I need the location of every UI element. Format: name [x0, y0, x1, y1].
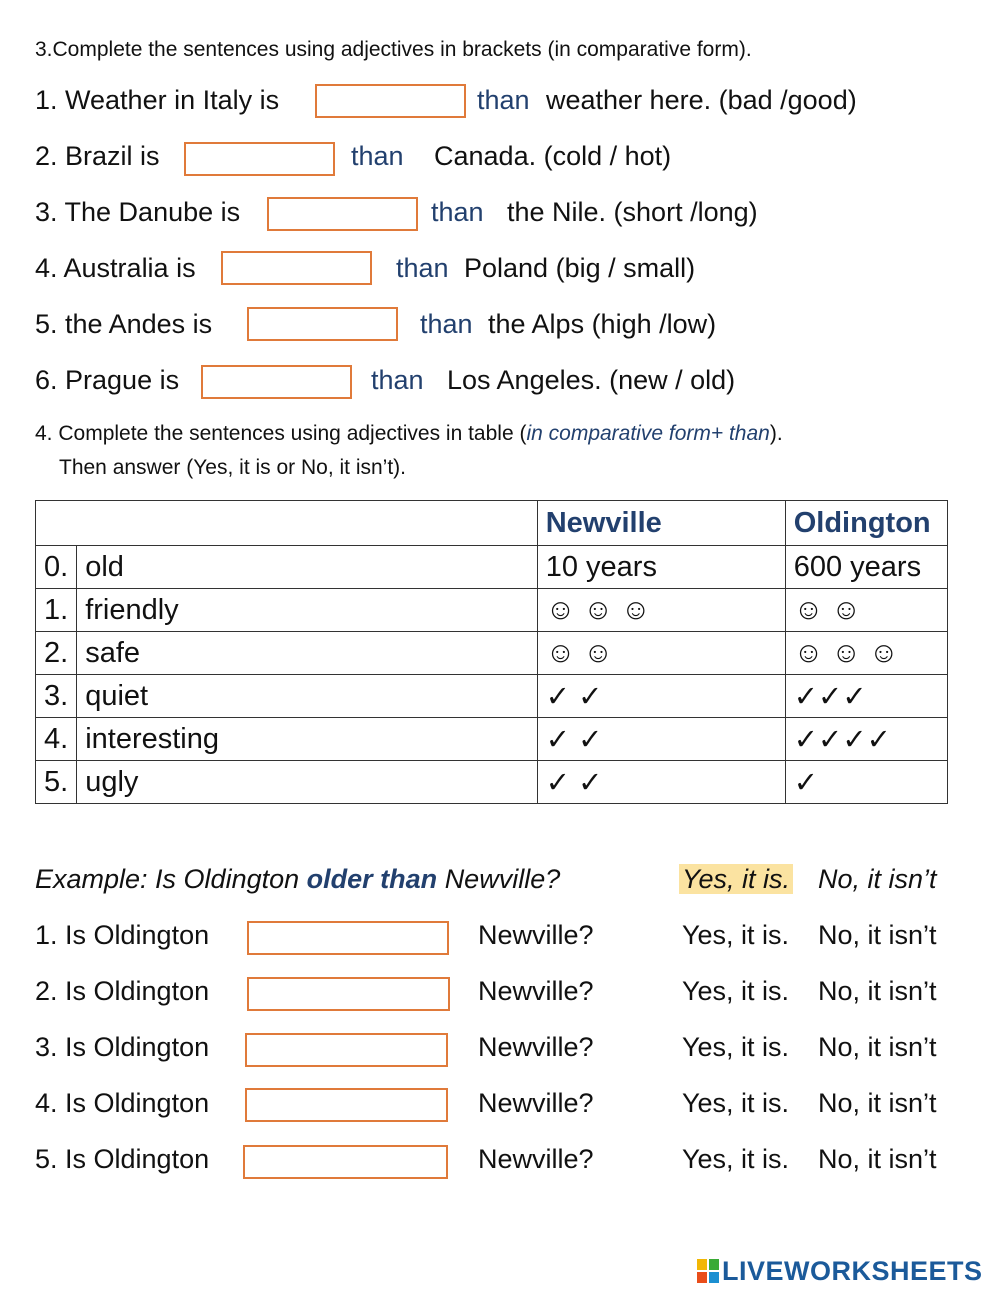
question-2-no[interactable]: No, it isn’t: [818, 976, 937, 1006]
question-4-no[interactable]: No, it isn’t: [818, 1088, 937, 1118]
example-suffix: Newville?: [444, 864, 561, 894]
example-yes: [679, 864, 793, 895]
question-3-answer-box[interactable]: [245, 1033, 448, 1067]
row-newville-value: ☺ ☺: [537, 632, 785, 675]
question-4-end: Newville?: [478, 1088, 594, 1118]
liveworksheets-logo-text: LIVEWORKSHEETS: [722, 1256, 983, 1286]
row-adjective: interesting: [77, 718, 538, 761]
question-2-yes[interactable]: Yes, it is.: [682, 976, 790, 1006]
question-3-end: Newville?: [478, 1032, 594, 1062]
question-3-no[interactable]: No, it isn’t: [818, 1032, 937, 1062]
question-1-answer-box[interactable]: [247, 921, 449, 955]
table-row: [36, 675, 948, 718]
exercise4-instruction-end: ).: [769, 422, 783, 445]
exercise4-instruction-line2: Then answer (Yes, it is or No, it isn’t).: [59, 456, 407, 479]
ex3-sentence-1-start: 1. Weather in Italy is: [35, 85, 280, 115]
row-adjective: friendly: [77, 589, 538, 632]
ex3-sentence-6-end: Los Angeles. (new / old): [447, 365, 736, 395]
row-number: 1.: [36, 589, 77, 632]
example-prefix: Example: Is Oldington: [35, 864, 300, 894]
question-5-answer-box[interactable]: [243, 1145, 448, 1179]
row-number: 4.: [36, 718, 77, 761]
row-number: 0.: [36, 546, 77, 589]
ex3-answer-box-6[interactable]: [201, 365, 352, 399]
row-adjective: ugly: [77, 761, 538, 804]
ex3-sentence-1-end: weather here. (bad /good): [546, 85, 857, 115]
table-row: [36, 589, 948, 632]
exercise4-instruction-start: Complete the sentences using adjectives in table (: [58, 422, 527, 445]
ex3-than-3: than: [431, 197, 484, 227]
row-newville-value: ✓ ✓: [537, 761, 785, 804]
row-oldington-value: ✓✓✓: [785, 675, 947, 718]
ex3-than-2: than: [351, 141, 404, 171]
row-number: 5.: [36, 761, 77, 804]
ex3-sentence-3-end: the Nile. (short /long): [507, 197, 758, 227]
row-oldington-value: ✓: [785, 761, 947, 804]
table-row: [36, 718, 948, 761]
question-2-start: 2. Is Oldington: [35, 976, 210, 1006]
ex3-sentence-4-end: Poland (big / small): [464, 253, 696, 283]
comparison-table: [35, 500, 948, 804]
row-oldington-value: ☺ ☺: [785, 589, 947, 632]
row-adjective: quiet: [77, 675, 538, 718]
row-number: 3.: [36, 675, 77, 718]
example-answer: older than: [306, 864, 438, 894]
table-row: [36, 546, 948, 589]
exercise4-instruction: [35, 422, 783, 446]
row-oldington-value: ✓✓✓✓: [785, 718, 947, 761]
table-header-row: [36, 501, 948, 546]
question-4-answer-box[interactable]: [245, 1088, 448, 1122]
ex3-answer-box-3[interactable]: [267, 197, 418, 231]
ex3-sentence-4-start: 4. Australia is: [35, 253, 196, 283]
question-2-answer-box[interactable]: [247, 977, 450, 1011]
ex3-answer-box-4[interactable]: [221, 251, 372, 285]
question-4-start: 4. Is Oldington: [35, 1088, 210, 1118]
exercise4-instruction-emph: in comparative form+ than: [526, 422, 770, 445]
ex3-than-5: than: [420, 309, 473, 339]
ex3-sentence-3-start: 3. The Danube is: [35, 197, 241, 227]
row-oldington-value: 600 years: [785, 546, 947, 589]
row-newville-value: 10 years: [537, 546, 785, 589]
exercise3-instruction: 3.Complete the sentences using adjectives in brackets (in comparative form).: [35, 38, 752, 61]
row-adjective: safe: [77, 632, 538, 675]
ex3-sentence-2-end: Canada. (cold / hot): [434, 141, 672, 171]
question-5-yes[interactable]: Yes, it is.: [682, 1144, 790, 1174]
ex3-answer-box-2[interactable]: [184, 142, 335, 176]
ex3-answer-box-5[interactable]: [247, 307, 398, 341]
row-adjective: old: [77, 546, 538, 589]
question-4-yes[interactable]: Yes, it is.: [682, 1088, 790, 1118]
example-sentence: [35, 864, 560, 895]
row-newville-value: ✓ ✓: [537, 675, 785, 718]
question-5-start: 5. Is Oldington: [35, 1144, 210, 1174]
question-1-end: Newville?: [478, 920, 594, 950]
example-no: No, it isn’t: [818, 864, 937, 894]
question-1-yes[interactable]: Yes, it is.: [682, 920, 790, 950]
question-3-start: 3. Is Oldington: [35, 1032, 210, 1062]
row-number: 2.: [36, 632, 77, 675]
ex3-sentence-2-start: 2. Brazil is: [35, 141, 160, 171]
table-header-oldington: Oldington: [785, 501, 947, 546]
ex3-than-1: than: [477, 85, 530, 115]
ex3-than-6: than: [371, 365, 424, 395]
question-5-no[interactable]: No, it isn’t: [818, 1144, 937, 1174]
ex3-sentence-6-start: 6. Prague is: [35, 365, 180, 395]
table-header-newville: Newville: [537, 501, 785, 546]
question-1-no[interactable]: No, it isn’t: [818, 920, 937, 950]
question-2-end: Newville?: [478, 976, 594, 1006]
row-newville-value: ☺ ☺ ☺: [537, 589, 785, 632]
example-yes-highlight: Yes, it is.: [679, 864, 793, 894]
row-newville-value: ✓ ✓: [537, 718, 785, 761]
liveworksheets-logo[interactable]: [697, 1256, 983, 1287]
table-header-empty: [36, 501, 538, 546]
table-row: [36, 761, 948, 804]
question-5-end: Newville?: [478, 1144, 594, 1174]
liveworksheets-logo-icon: [697, 1259, 719, 1283]
question-1-start: 1. Is Oldington: [35, 920, 210, 950]
ex3-than-4: than: [396, 253, 449, 283]
table-row: [36, 632, 948, 675]
ex3-sentence-5-end: the Alps (high /low): [488, 309, 717, 339]
ex3-sentence-5-start: 5. the Andes is: [35, 309, 213, 339]
exercise4-number: 4.: [35, 422, 53, 445]
ex3-answer-box-1[interactable]: [315, 84, 466, 118]
row-oldington-value: ☺ ☺ ☺: [785, 632, 947, 675]
question-3-yes[interactable]: Yes, it is.: [682, 1032, 790, 1062]
